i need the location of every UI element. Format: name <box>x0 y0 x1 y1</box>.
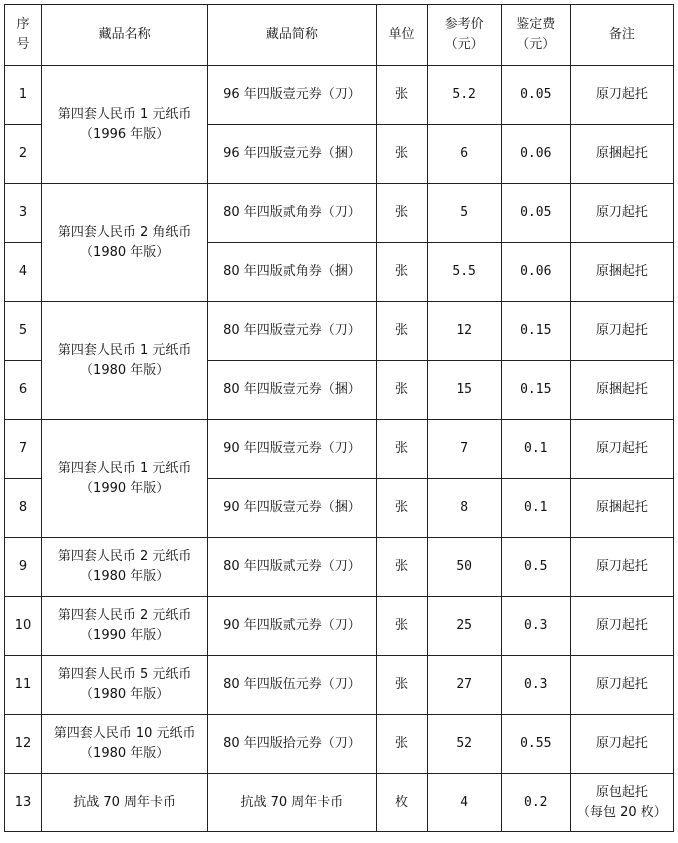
cell-ref: 25 <box>427 597 501 656</box>
cell-fee: 0.5 <box>501 538 570 597</box>
cell-ref: 5 <box>427 184 501 243</box>
cell-note: 原刀起托 <box>570 66 673 125</box>
table-row <box>5 66 674 125</box>
cell-abbr: 90 年四版贰元券（刀） <box>208 597 376 656</box>
cell-note: 原刀起托 <box>570 420 673 479</box>
cell-unit: 张 <box>376 66 427 125</box>
table-row <box>5 715 674 774</box>
header-fee-line1: 鉴定费 <box>516 17 556 32</box>
cell-abbr: 90 年四版壹元券（捆） <box>208 479 376 538</box>
cell-name-line: 第四套人民币 1 元纸币 <box>57 460 192 476</box>
cell-ref: 4 <box>427 774 501 832</box>
cell-unit: 张 <box>376 656 427 715</box>
cell-name-line: （1990 年版） <box>80 480 170 496</box>
cell-fee: 0.05 <box>501 66 570 125</box>
cell-note: 原刀起托 <box>570 538 673 597</box>
cell-name <box>42 597 208 656</box>
cell-note: 原刀起托 <box>570 715 673 774</box>
table-row <box>5 538 674 597</box>
cell-no: 13 <box>5 774 42 832</box>
cell-name-line: （1980 年版） <box>80 687 170 702</box>
cell-abbr: 抗战 70 周年卡币 <box>208 774 376 832</box>
cell-name-line: 第四套人民币 10 元纸币 <box>53 726 196 741</box>
cell-name <box>42 715 208 774</box>
cell-fee: 0.1 <box>501 479 570 538</box>
cell-ref: 27 <box>427 656 501 715</box>
header-ref-line2: （元） <box>444 37 484 52</box>
cell-fee: 0.06 <box>501 243 570 302</box>
cell-name-line: （1980 年版） <box>80 244 170 260</box>
cell-note: 原捆起托 <box>570 243 673 302</box>
cell-fee: 0.15 <box>501 302 570 361</box>
cell-unit: 枚 <box>376 774 427 832</box>
header-no-line1: 序 <box>16 17 30 32</box>
cell-note-line: 原包起托 <box>595 784 648 800</box>
cell-no: 10 <box>5 597 42 656</box>
cell-name: 抗战 70 周年卡币 <box>42 774 208 832</box>
cell-unit: 张 <box>376 184 427 243</box>
cell-name-line: （1990 年版） <box>80 628 170 643</box>
cell-fee: 0.1 <box>501 420 570 479</box>
cell-unit: 张 <box>376 361 427 420</box>
header-row <box>5 5 674 66</box>
cell-ref: 52 <box>427 715 501 774</box>
cell-note: 原刀起托 <box>570 597 673 656</box>
cell-fee: 0.55 <box>501 715 570 774</box>
cell-ref: 5.2 <box>427 66 501 125</box>
table-row <box>5 184 674 243</box>
cell-abbr: 80 年四版壹元券（捆） <box>208 361 376 420</box>
cell-abbr: 80 年四版贰元券（刀） <box>208 538 376 597</box>
header-unit: 单位 <box>376 5 427 66</box>
cell-ref: 12 <box>427 302 501 361</box>
cell-name-line: （1980 年版） <box>80 746 170 761</box>
cell-note: 原捆起托 <box>570 479 673 538</box>
cell-name <box>42 420 208 538</box>
cell-name <box>42 66 208 184</box>
cell-abbr: 80 年四版拾元券（刀） <box>208 715 376 774</box>
cell-no: 2 <box>5 125 42 184</box>
cell-unit: 张 <box>376 715 427 774</box>
cell-fee: 0.2 <box>501 774 570 832</box>
cell-abbr: 80 年四版伍元券（刀） <box>208 656 376 715</box>
header-fee-line2: （元） <box>516 37 556 52</box>
header-ref <box>427 5 501 66</box>
table-row <box>5 302 674 361</box>
cell-note: 原刀起托 <box>570 184 673 243</box>
cell-name-line: （1980 年版） <box>80 362 170 378</box>
cell-note: 原捆起托 <box>570 125 673 184</box>
cell-note <box>570 774 673 832</box>
cell-name-line: （1996 年版） <box>80 126 170 142</box>
cell-name <box>42 656 208 715</box>
cell-no: 11 <box>5 656 42 715</box>
cell-name <box>42 538 208 597</box>
cell-unit: 张 <box>376 420 427 479</box>
cell-unit: 张 <box>376 597 427 656</box>
table-row <box>5 774 674 832</box>
cell-abbr: 90 年四版壹元券（刀） <box>208 420 376 479</box>
cell-fee: 0.05 <box>501 184 570 243</box>
cell-ref: 50 <box>427 538 501 597</box>
cell-ref: 8 <box>427 479 501 538</box>
cell-ref: 5.5 <box>427 243 501 302</box>
cell-no: 5 <box>5 302 42 361</box>
cell-fee: 0.3 <box>501 597 570 656</box>
header-ref-line1: 参考价 <box>444 17 484 32</box>
cell-name-line: 第四套人民币 1 元纸币 <box>57 342 192 358</box>
cell-no: 12 <box>5 715 42 774</box>
cell-no: 3 <box>5 184 42 243</box>
cell-note: 原捆起托 <box>570 361 673 420</box>
table-row <box>5 656 674 715</box>
cell-ref: 15 <box>427 361 501 420</box>
cell-name-line: 第四套人民币 2 元纸币 <box>57 549 192 564</box>
table-row <box>5 597 674 656</box>
price-table <box>4 4 674 832</box>
cell-unit: 张 <box>376 243 427 302</box>
cell-abbr: 96 年四版壹元券（刀） <box>208 66 376 125</box>
header-no <box>5 5 42 66</box>
cell-abbr: 80 年四版贰角券（捆） <box>208 243 376 302</box>
cell-ref: 6 <box>427 125 501 184</box>
cell-name-line: （1980 年版） <box>80 569 170 584</box>
cell-name-line: 第四套人民币 2 角纸币 <box>57 224 192 240</box>
cell-note: 原刀起托 <box>570 656 673 715</box>
cell-name-line: 第四套人民币 2 元纸币 <box>57 608 192 623</box>
cell-ref: 7 <box>427 420 501 479</box>
header-note: 备注 <box>570 5 673 66</box>
cell-unit: 张 <box>376 302 427 361</box>
cell-unit: 张 <box>376 479 427 538</box>
header-abbr: 藏品简称 <box>208 5 376 66</box>
header-fee <box>501 5 570 66</box>
cell-name-line: 第四套人民币 1 元纸币 <box>57 106 192 122</box>
cell-note-line: （每包 20 枚） <box>576 804 667 820</box>
cell-no: 8 <box>5 479 42 538</box>
cell-name-line: 第四套人民币 5 元纸币 <box>57 667 192 682</box>
cell-fee: 0.3 <box>501 656 570 715</box>
cell-note: 原刀起托 <box>570 302 673 361</box>
cell-no: 1 <box>5 66 42 125</box>
cell-abbr: 80 年四版壹元券（刀） <box>208 302 376 361</box>
header-no-line2: 号 <box>16 37 30 52</box>
cell-no: 9 <box>5 538 42 597</box>
cell-name <box>42 184 208 302</box>
cell-fee: 0.06 <box>501 125 570 184</box>
table-row <box>5 420 674 479</box>
cell-no: 6 <box>5 361 42 420</box>
header-name: 藏品名称 <box>42 5 208 66</box>
cell-fee: 0.15 <box>501 361 570 420</box>
cell-unit: 张 <box>376 538 427 597</box>
cell-abbr: 80 年四版贰角券（刀） <box>208 184 376 243</box>
cell-abbr: 96 年四版壹元券（捆） <box>208 125 376 184</box>
cell-no: 7 <box>5 420 42 479</box>
cell-unit: 张 <box>376 125 427 184</box>
table-body <box>5 66 674 832</box>
cell-name <box>42 302 208 420</box>
cell-no: 4 <box>5 243 42 302</box>
